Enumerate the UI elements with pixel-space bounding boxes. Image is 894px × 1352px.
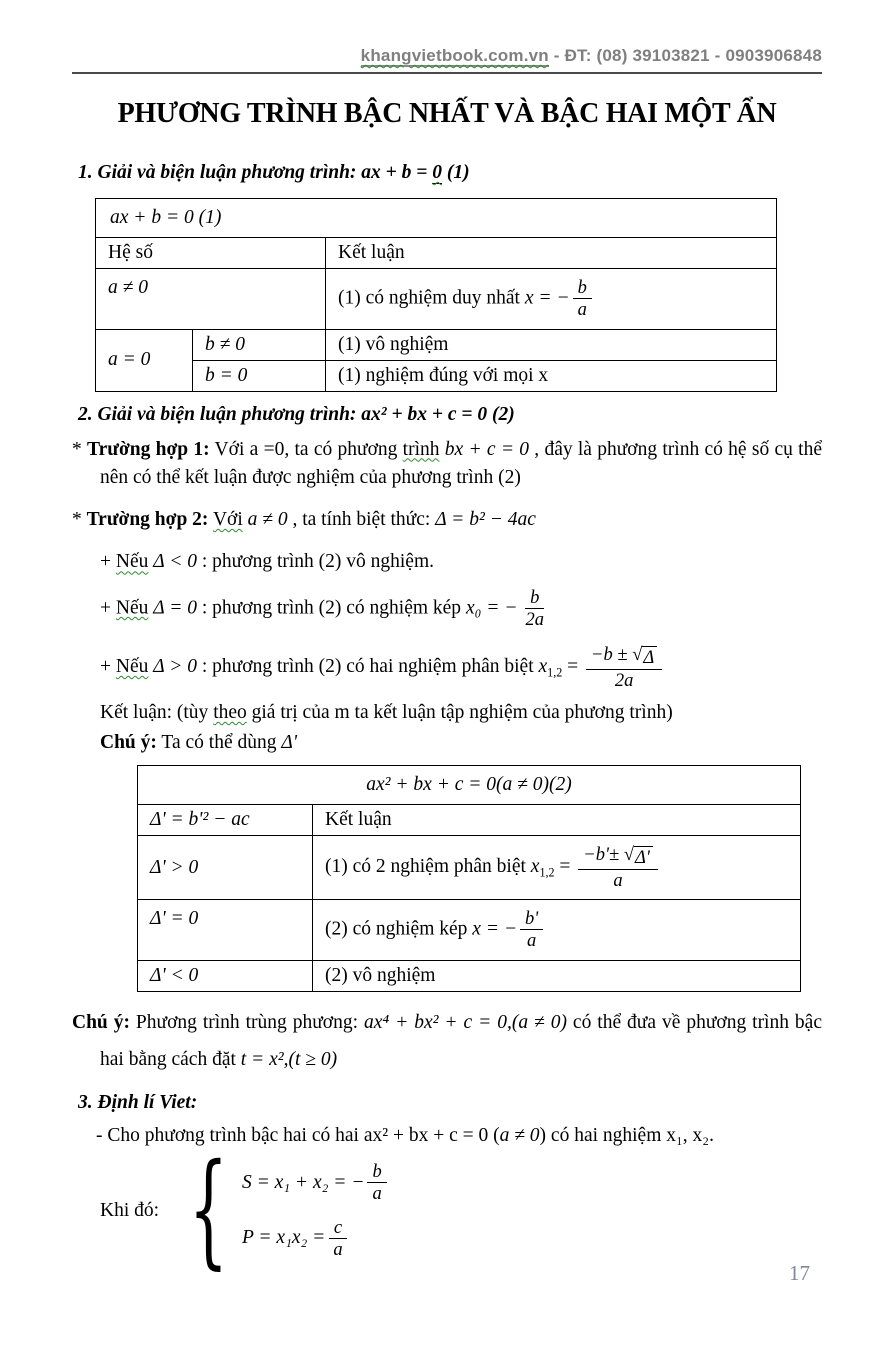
table2-result-double-root-cell bbox=[313, 899, 801, 960]
table2-cond-positive-cell bbox=[138, 836, 313, 900]
numerator-pre: −b ± bbox=[591, 644, 633, 666]
formula-pre: x = − bbox=[472, 918, 518, 940]
sum-formula-pre: S = x₁ + x₂ = − bbox=[241, 1171, 365, 1193]
neu2-text: : phương trình (2) có nghiệm kép bbox=[201, 596, 466, 618]
fraction-quadratic-roots bbox=[586, 644, 662, 691]
case2-star: * bbox=[72, 509, 87, 531]
neu1-wavy-word: Nếu bbox=[115, 551, 149, 573]
table1-header-coeff: Hệ số bbox=[96, 238, 326, 269]
sum-equation bbox=[242, 1161, 390, 1205]
note1-delta-prime: Δ' bbox=[281, 732, 297, 754]
section1-heading-tail: (1) bbox=[442, 162, 470, 183]
case2-label: Trường hợp 2: bbox=[86, 509, 209, 531]
formula-var: x bbox=[530, 856, 540, 878]
section1-heading bbox=[78, 162, 822, 184]
case2-discriminant: Δ = b² − 4ac bbox=[435, 509, 536, 531]
case2-paragraph bbox=[72, 506, 822, 534]
neu1-text: : phương trình (2) vô nghiệm. bbox=[201, 551, 434, 573]
section1-heading-underlined: 0 bbox=[432, 162, 443, 183]
table-row bbox=[138, 766, 801, 805]
fraction-b-over-a bbox=[573, 277, 592, 321]
case1-math: bx + c = 0 bbox=[439, 438, 535, 460]
fraction-denominator: 2a bbox=[525, 608, 544, 630]
neu3-equals: = bbox=[562, 656, 584, 678]
table1-result-unique-cell bbox=[326, 269, 777, 330]
cond-b-ne-0: b ≠ 0 bbox=[205, 333, 245, 355]
cond-delta-positive: Δ' > 0 bbox=[150, 856, 199, 878]
note2-label: Chú ý: bbox=[72, 1011, 130, 1033]
result-text: (1) có 2 nghiệm phân biệt bbox=[325, 856, 531, 878]
case1-label: Trường hợp 1: bbox=[87, 438, 210, 460]
fraction-numerator: b bbox=[573, 277, 592, 299]
cond-a-ne-0: a ≠ 0 bbox=[108, 277, 148, 298]
formula-var-subscript: 1,2 bbox=[539, 866, 555, 881]
table-row bbox=[96, 238, 777, 269]
neu3-wavy-word: Nếu bbox=[115, 656, 149, 678]
result-text: (1) có nghiệm duy nhất bbox=[338, 287, 525, 309]
table1-header-result: Kết luận bbox=[326, 238, 777, 269]
page-header bbox=[72, 0, 822, 66]
case1-paragraph bbox=[72, 436, 822, 493]
note2-paragraph bbox=[72, 1004, 822, 1078]
fraction-bprime-over-a bbox=[520, 908, 543, 952]
system-equations bbox=[242, 1161, 390, 1260]
neu3-var-subscript: 1,2 bbox=[547, 665, 563, 680]
conclusion-line bbox=[100, 699, 822, 727]
neu3-var: x bbox=[538, 656, 548, 678]
viet-text2: ) có hai nghiệm x₁, x₂. bbox=[539, 1124, 714, 1146]
note1-line bbox=[100, 729, 822, 757]
table1-caption-cell bbox=[96, 199, 777, 238]
note2-text1: Phương trình trùng phương: bbox=[129, 1011, 364, 1033]
table2-header-result: Kết luận bbox=[313, 805, 801, 836]
table2-result-no-solution: (2) vô nghiệm bbox=[313, 960, 801, 991]
note1-text: Ta có thể dùng bbox=[156, 732, 282, 754]
radical-icon: √ bbox=[623, 844, 634, 866]
radicand: Δ bbox=[642, 646, 657, 668]
table1-caption: ax + b = 0 (1) bbox=[110, 207, 222, 228]
fraction-b-over-a bbox=[367, 1161, 386, 1205]
table1-cond-b-ne-0-cell bbox=[193, 329, 326, 360]
neu2-line bbox=[100, 587, 822, 631]
table1-cond-a-ne-0-cell bbox=[96, 269, 326, 330]
sqrt-delta bbox=[632, 646, 657, 668]
table1-cond-b-eq-0-cell bbox=[193, 360, 326, 391]
case1-wavy-word: trình bbox=[402, 438, 440, 460]
radical-icon: √ bbox=[632, 644, 643, 666]
table-row bbox=[96, 360, 777, 391]
header-rule bbox=[72, 72, 822, 74]
table2-header-delta-cell bbox=[138, 805, 313, 836]
neu1-condition: Δ < 0 bbox=[148, 551, 202, 573]
conclusion-text1: Kết luận: (tùy bbox=[100, 701, 214, 723]
delta-prime-formula: Δ' = b'² − ac bbox=[150, 809, 250, 831]
note2-text2: có thể đưa về phương trình bậc hai bằng cách đặt bbox=[100, 1011, 822, 1070]
table1-result-all-x: (1) nghiệm đúng với mọi x bbox=[326, 360, 777, 391]
table-row bbox=[138, 805, 801, 836]
neu3-text: : phương trình (2) có hai nghiệm phân biệt bbox=[201, 656, 539, 678]
fraction-denominator: a bbox=[333, 1238, 343, 1260]
page-title: PHƯƠNG TRÌNH BẬC NHẤT VÀ BẬC HAI MỘT ẨN bbox=[117, 98, 777, 129]
radicand: Δ' bbox=[634, 846, 653, 868]
table-row bbox=[96, 269, 777, 330]
note2-biquadratic-formula: ax⁴ + bx² + c = 0,(a ≠ 0) bbox=[363, 1011, 567, 1033]
fraction-c-over-a bbox=[328, 1217, 347, 1261]
viet-text1: - Cho phương trình bậc hai có hai ax² + bx + c = 0 ( bbox=[96, 1124, 500, 1146]
fraction-numerator: b bbox=[367, 1161, 386, 1183]
table-quadratic-equation bbox=[137, 765, 801, 991]
case1-text1: Với a =0, ta có phương bbox=[209, 438, 403, 460]
table2-caption: ax² + bx + c = 0(a ≠ 0)(2) bbox=[366, 774, 572, 796]
product-formula-pre: P = x₁x₂ = bbox=[241, 1227, 326, 1249]
formula-equals: = bbox=[554, 856, 576, 878]
table-linear-equation bbox=[95, 198, 777, 392]
fraction-reduced-roots bbox=[578, 844, 658, 891]
neu1-plus: + bbox=[100, 551, 116, 573]
header-site-url: khangvietbook.com.vn bbox=[360, 46, 549, 65]
table2-cond-zero-cell bbox=[138, 899, 313, 960]
neu2-condition: Δ = 0 bbox=[148, 596, 202, 618]
khi-do-label: Khi đó: bbox=[100, 1199, 160, 1221]
cond-delta-negative: Δ' < 0 bbox=[150, 964, 199, 986]
table-row bbox=[138, 899, 801, 960]
fraction-denominator: a bbox=[613, 869, 623, 891]
fraction-denominator: a bbox=[527, 930, 537, 952]
case1-text2: , đây là phương trình có hệ số cụ thể nên có thể kết luận được nghiệm của phương trình (2) bbox=[100, 438, 822, 488]
page-number: 17 bbox=[789, 1261, 810, 1285]
table2-result-two-roots-cell bbox=[313, 836, 801, 900]
neu3-condition: Δ > 0 bbox=[148, 656, 202, 678]
table-row bbox=[96, 199, 777, 238]
left-brace: { bbox=[188, 1137, 229, 1282]
numerator-pre: −b'± bbox=[583, 844, 624, 866]
table1-result-no-solution: (1) vô nghiệm bbox=[326, 329, 777, 360]
fraction-b-over-2a bbox=[520, 587, 549, 631]
formula-pre: x = − bbox=[524, 287, 570, 309]
table-row bbox=[138, 836, 801, 900]
sqrt-delta-prime bbox=[624, 846, 653, 868]
cond-delta-zero: Δ' = 0 bbox=[150, 907, 199, 929]
viet-condition: a ≠ 0 bbox=[499, 1124, 540, 1146]
fraction-numerator bbox=[586, 644, 662, 669]
fraction-numerator: b' bbox=[520, 908, 543, 930]
fraction-numerator bbox=[578, 844, 658, 869]
conclusion-wavy-word: theo bbox=[213, 701, 247, 723]
neu3-line bbox=[100, 644, 822, 691]
neu2-wavy-word: Nếu bbox=[115, 596, 149, 618]
cond-a-eq-0: a = 0 bbox=[108, 349, 151, 371]
section2-heading: 2. Giải và biện luận phương trình: ax² + bx + c = 0 (2) bbox=[78, 403, 515, 425]
case1-star: * bbox=[72, 438, 88, 460]
case2-wavy-word: Với bbox=[212, 509, 243, 531]
case2-math-a: a ≠ 0 bbox=[242, 509, 293, 531]
neu3-plus: + bbox=[100, 656, 116, 678]
fraction-denominator: 2a bbox=[614, 669, 634, 691]
case2-text2: , ta tính biệt thức: bbox=[292, 509, 436, 531]
header-contact: - ĐT: (08) 39103821 - 0903906848 bbox=[548, 46, 822, 65]
cond-b-eq-0: b = 0 bbox=[205, 364, 248, 386]
conclusion-text2: giá trị của m ta kết luận tập nghiệm của phương trình) bbox=[246, 701, 673, 723]
fraction-denominator: a bbox=[577, 299, 587, 321]
fraction-denominator: a bbox=[372, 1183, 382, 1205]
table2-caption-cell bbox=[138, 766, 801, 805]
table2-cond-negative-cell bbox=[138, 960, 313, 991]
fraction-numerator: c bbox=[329, 1217, 347, 1239]
result-text: (2) có nghiệm kép bbox=[325, 918, 473, 940]
note2-substitution-formula: t = x²,(t ≥ 0) bbox=[240, 1048, 338, 1070]
product-equation bbox=[242, 1217, 390, 1261]
table-row bbox=[96, 329, 777, 360]
neu2-formula-pre: x₀ = − bbox=[465, 596, 518, 618]
note1-label: Chú ý: bbox=[100, 732, 157, 754]
fraction-numerator: b bbox=[525, 587, 544, 609]
section1-heading-main: 1. Giải và biện luận phương trình: ax + b = bbox=[78, 162, 433, 183]
neu1-line bbox=[100, 548, 822, 576]
section3-heading: 3. Định lí Viet: bbox=[78, 1091, 198, 1113]
table-row bbox=[138, 960, 801, 991]
neu2-plus: + bbox=[100, 596, 116, 618]
table1-cond-a-eq-0-cell bbox=[96, 329, 193, 391]
